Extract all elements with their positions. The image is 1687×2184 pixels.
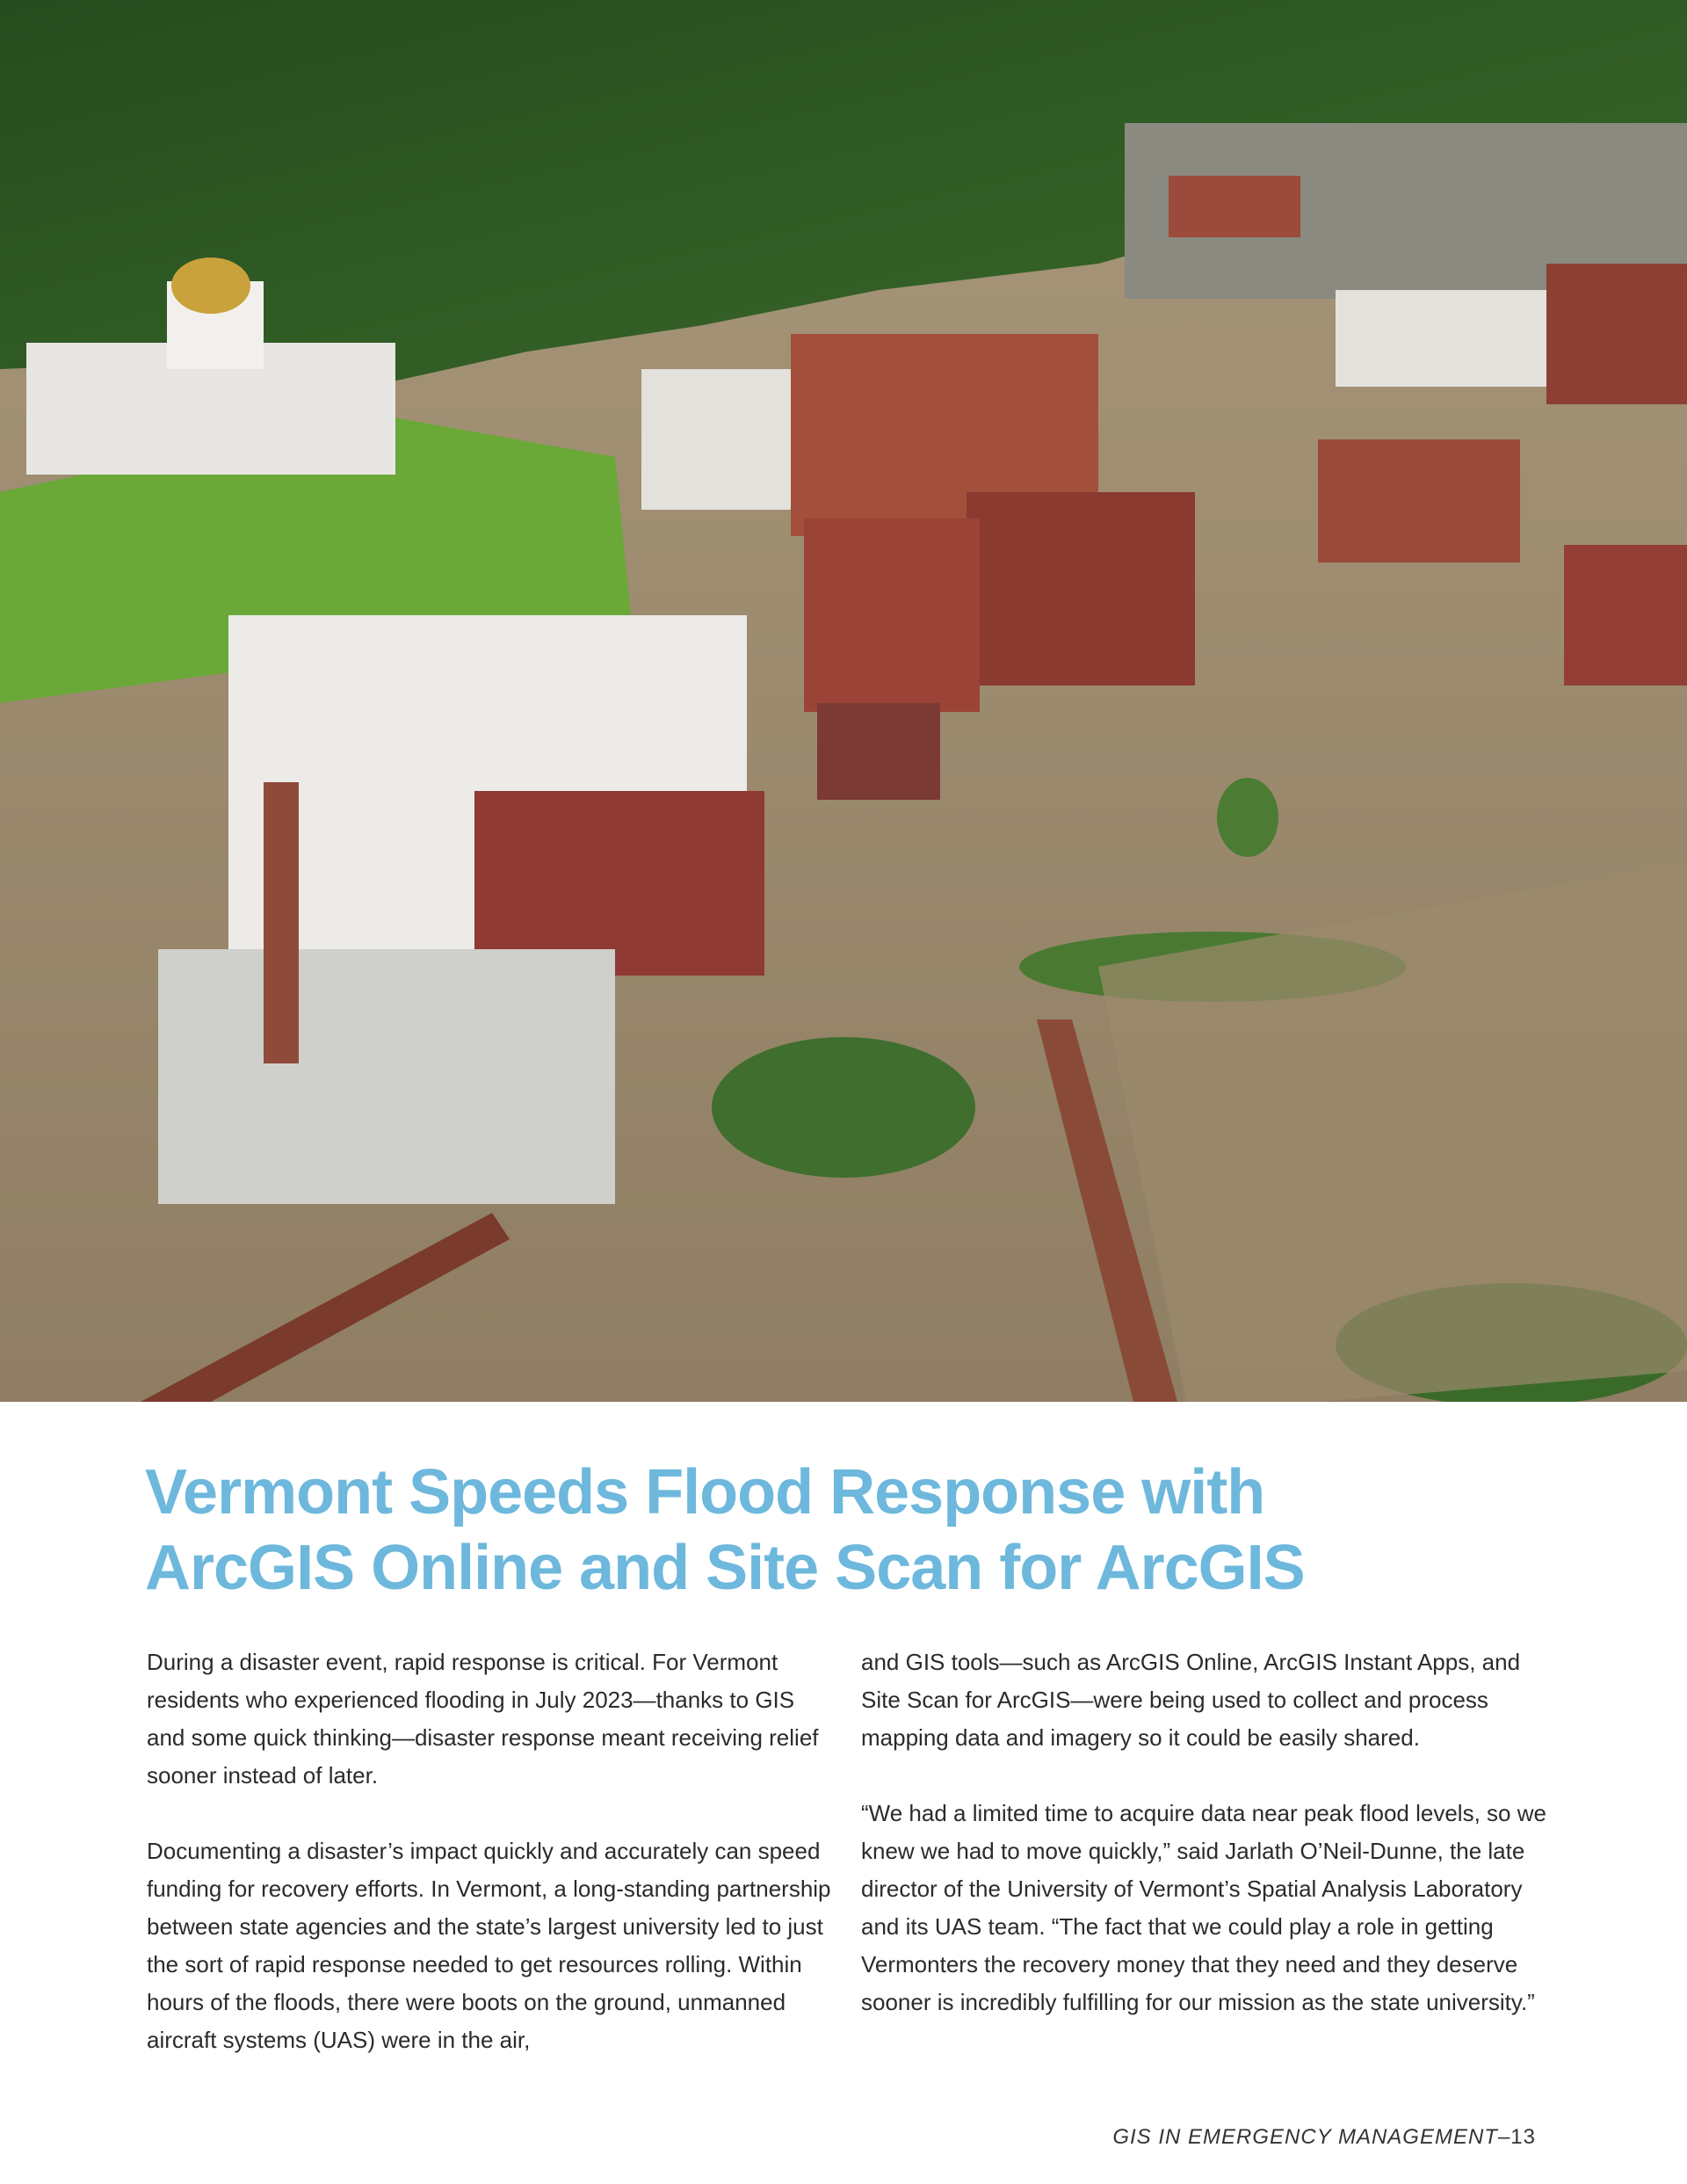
paragraph: Documenting a disaster’s impact quickly and accurately can speed funding for recovery efforts. In Vermont, a long-standing partnership between state agencies and the state’s largest university led to just the sort of rapid response needed to get resources rolling. Within hours of the floods, there were boots on the ground, unmanned aircraft systems (UAS) were in the air, <box>147 1838 831 2053</box>
article-title <box>145 1455 1551 1606</box>
paragraph: “We had a limited time to acquire data near peak flood levels, so we knew we had to move quickly,” said Jarlath O’Neil-Dunne, the late director of the University of Vermont’s Spatial Analysis Laboratory and its UAS team. “The fact that we could play a role in getting Vermonters the recovery money that they need and they deserve sooner is incredibly fulfilling for our mission as the state university.” <box>861 1800 1546 2015</box>
page-footer <box>1112 2125 1536 2150</box>
paragraph: and GIS tools—such as ArcGIS Online, ArcGIS Instant Apps, and Site Scan for ArcGIS—were being used to collect and process mapping data and imagery so it could be easily shared. <box>861 1649 1521 1751</box>
body-column-right <box>861 1643 1546 2059</box>
title-line: Vermont Speeds Flood Response with <box>145 1457 1265 1527</box>
paragraph: During a disaster event, rapid response is critical. For Vermont residents who experienced flooding in July 2023—thanks to GIS and some quick thinking—disaster response meant receiving relief sooner instead of later. <box>147 1649 819 1789</box>
title-line: ArcGIS Online and Site Scan for ArcGIS <box>145 1533 1305 1603</box>
page-number: –13 <box>1497 2125 1536 2149</box>
body-column-left <box>147 1643 832 2097</box>
footer-section: GIS IN EMERGENCY MANAGEMENT <box>1112 2125 1498 2149</box>
